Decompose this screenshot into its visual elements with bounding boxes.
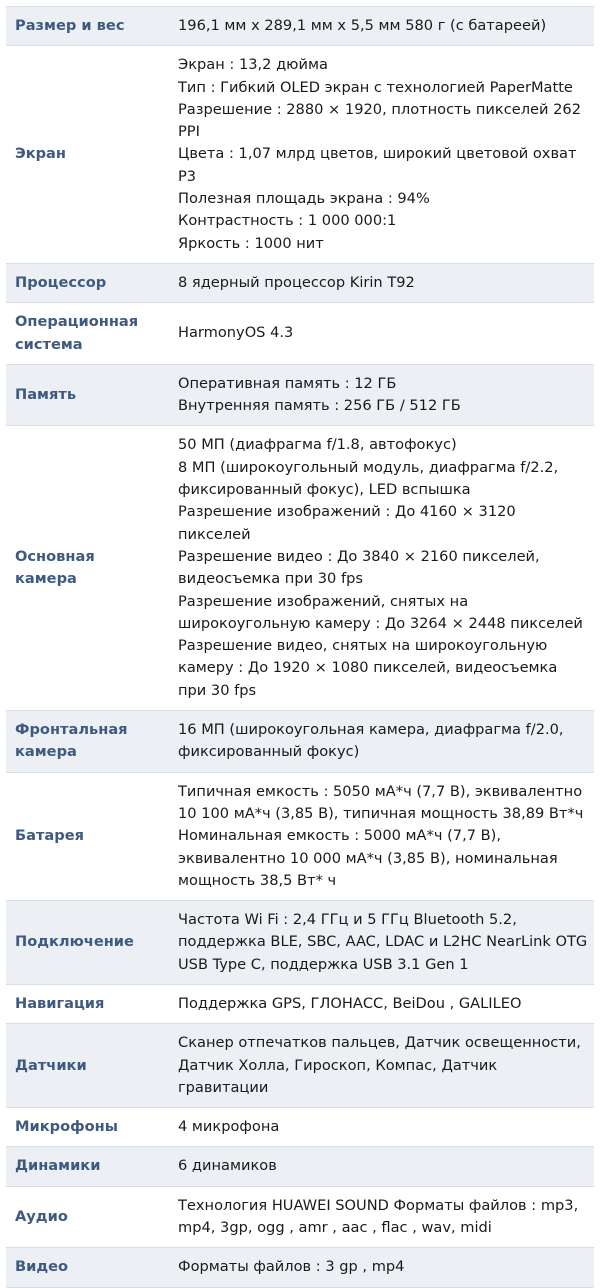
spec-value-line: 6 динамиков (178, 1157, 277, 1175)
spec-value-line: Сканер отпечатков пальцев, Датчик освещенности, Датчик Холла, Гироскоп, Компас, Датчик гравитации (178, 1034, 581, 1096)
spec-row (6, 901, 594, 985)
spec-row (6, 1147, 594, 1186)
spec-value (160, 303, 594, 365)
spec-value-line: Разрешение изображений : До 4160 × 3120 пикселей (178, 503, 516, 543)
spec-label: Батарея (6, 772, 160, 900)
spec-value-line: Разрешение видео, снятых на широкоугольную камеру : До 1920 × 1080 пикселей, видеосъемка при 30 fps (178, 637, 558, 699)
spec-label: Экран (6, 46, 160, 264)
spec-row (6, 46, 594, 264)
spec-value-line: 8 МП (широкоугольный модуль, диафрагма f/2.2, фиксированный фокус), LED вспышка (178, 458, 559, 499)
spec-label: Аудио (6, 1186, 160, 1248)
spec-row (6, 711, 594, 773)
spec-value (160, 772, 594, 900)
spec-value-line: Внутренняя память : 256 ГБ / 512 ГБ (178, 397, 461, 415)
spec-label: Подключение (6, 901, 160, 985)
spec-row (6, 1248, 594, 1287)
spec-label: Датчики (6, 1024, 160, 1108)
spec-label: Видео (6, 1248, 160, 1287)
spec-value-line: 4 микрофона (178, 1118, 280, 1136)
spec-value (160, 364, 594, 426)
spec-row (6, 1108, 594, 1147)
spec-value-line: Разрешение : 2880 × 1920, плотность пикселей 262 PPI (178, 100, 582, 141)
spec-value-line: Частота Wi Fi : 2,4 ГГц и 5 ГГц Bluetooth 5.2, поддержка BLE, SBC, AAC, LDAC и L2HC NearLink OTG USB Type C, поддержка USB 3.1 Gen 1 (178, 911, 588, 973)
spec-value-line: Поддержка GPS, ГЛОНАСС, BeiDou , GALILEO (178, 994, 522, 1012)
spec-label: Фронтальная камера (6, 711, 160, 773)
spec-value-line: 50 МП (диафрагма f/1.8, автофокус) (178, 436, 457, 454)
spec-value-line: 16 МП (широкоугольная камера, диафрагма f/2.0, фиксированный фокус) (178, 721, 564, 761)
spec-label: Процессор (6, 263, 160, 302)
spec-value-line: Тип : Гибкий OLED экран с технологией PaperMatte (178, 78, 573, 96)
spec-row (6, 1024, 594, 1108)
spec-value-line: Типичная емкость : 5050 мА*ч (7,7 В), эквивалентно 10 100 мА*ч (3,85 В), типичная мощность 38,89 Вт*ч (178, 782, 584, 822)
spec-row (6, 984, 594, 1023)
spec-value-line: HarmonyOS 4.3 (178, 324, 294, 342)
spec-value (160, 1108, 594, 1147)
spec-value-line: Разрешение видео : До 3840 × 2160 пикселей, видеосъемка при 30 fps (178, 547, 540, 588)
spec-value-line: Разрешение изображений, снятых на широкоугольную камеру : До 3264 × 2448 пикселей (178, 592, 583, 632)
spec-table-body (6, 7, 594, 1288)
spec-row (6, 263, 594, 302)
spec-value-line: 196,1 мм x 289,1 мм x 5,5 мм 580 г (с батареей) (178, 17, 547, 34)
spec-value (160, 1024, 594, 1108)
spec-label: Операционная система (6, 303, 160, 365)
spec-label: Размер и вес (6, 7, 160, 46)
spec-value (160, 1186, 594, 1248)
spec-label: Основная камера (6, 426, 160, 711)
spec-row (6, 7, 594, 46)
spec-label: Память (6, 364, 160, 426)
spec-value-line: Оперативная память : 12 ГБ (178, 374, 397, 392)
spec-value-line: 8 ядерный процессор Kirin T92 (178, 273, 415, 291)
spec-row (6, 772, 594, 900)
spec-value (160, 426, 594, 711)
spec-row (6, 364, 594, 426)
spec-row (6, 426, 594, 711)
spec-value (160, 7, 594, 46)
spec-value-line: Контрастность : 1 000 000:1 (178, 212, 397, 230)
spec-value-line: Технология HUAWEI SOUND Форматы файлов : mp3, mp4, 3gp, ogg , amr , aac , flac , wav, midi (178, 1196, 579, 1237)
spec-value (160, 1248, 594, 1287)
spec-label: Микрофоны (6, 1108, 160, 1147)
spec-value (160, 711, 594, 773)
spec-row (6, 1186, 594, 1248)
spec-value (160, 901, 594, 985)
spec-table (6, 6, 594, 1288)
spec-value (160, 46, 594, 264)
spec-row (6, 303, 594, 365)
spec-value-line: Номинальная емкость : 5000 мА*ч (7,7 В), эквивалентно 10 000 мА*ч (3,85 В), номинальная мощность 38,5 Вт* ч (178, 827, 558, 889)
spec-label: Динамики (6, 1147, 160, 1186)
spec-value-line: Экран : 13,2 дюйма (178, 56, 328, 74)
spec-label: Навигация (6, 984, 160, 1023)
spec-value-line: Яркость : 1000 нит (178, 234, 324, 252)
spec-value-line: Полезная площадь экрана : 94% (178, 190, 430, 208)
spec-value (160, 263, 594, 302)
spec-value-line: Цвета : 1,07 млрд цветов, широкий цветовой охват P3 (178, 145, 577, 185)
spec-value-line: Форматы файлов : 3 gp , mp4 (178, 1258, 405, 1276)
spec-value (160, 1147, 594, 1186)
spec-value (160, 984, 594, 1023)
